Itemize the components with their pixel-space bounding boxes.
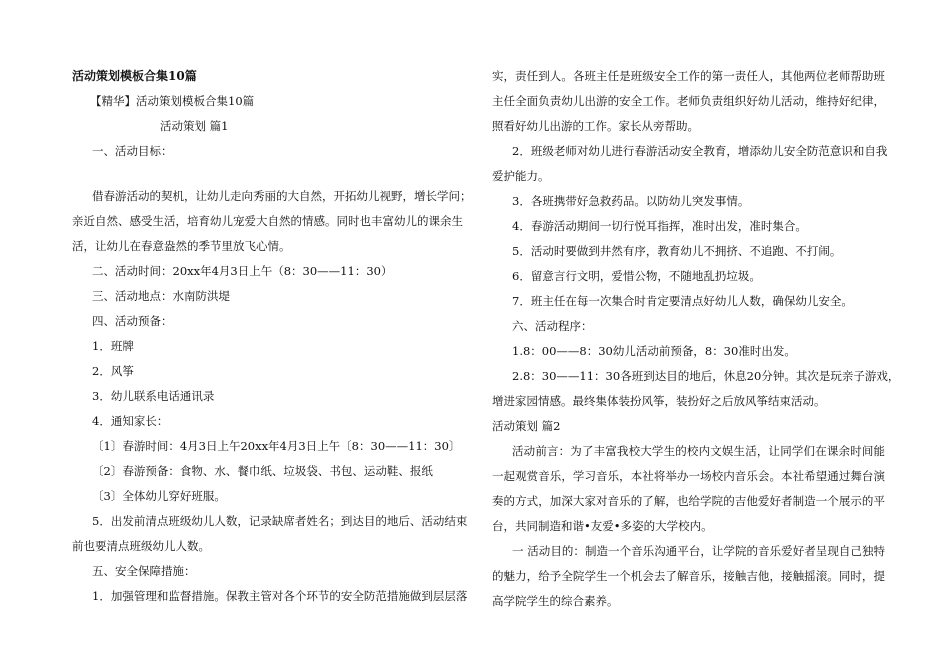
- list-item: 2．风筝: [92, 364, 134, 378]
- list-item: 4．通知家长：: [92, 414, 169, 428]
- paragraph-line: 1．加强管理和监督措施。保教主管对各个环节的安全防范措施做到层层落: [92, 589, 468, 603]
- paragraph-line: 的魅力，给予全院学生一个机会去了解音乐，接触吉他，接触摇滚。同时，提: [492, 569, 885, 583]
- paragraph-line: 二、活动时间：20xx年4月3日上午（8：30——11：30）: [92, 264, 393, 278]
- list-item: 6．留意言行文明，爱惜公物，不随地乱扔垃圾。: [512, 269, 761, 283]
- heading: 一、活动目标：: [92, 144, 173, 158]
- paragraph-line: 活动前言：为了丰富我校大学生的校内文娱生活，让同学们在课余时间能: [512, 444, 885, 458]
- paragraph-line: 台，共同制造和谐•友爱•多姿的大学校内。: [492, 519, 713, 533]
- paragraph-line: 5．出发前清点班级幼儿人数，记录缺席者姓名；到达目的地后、活动结束: [92, 514, 468, 528]
- paragraph-line: 前也要清点班级幼儿人数。: [72, 539, 210, 553]
- list-item: 5．活动时要做到井然有序，教育幼儿不拥挤、不追跑、不打闹。: [512, 244, 842, 258]
- paragraph-line: 一起观赏音乐，学习音乐，本社将举办一场校内音乐会。本社希望通过舞台演: [492, 469, 885, 483]
- paragraph-line: 奏的方式，加深大家对音乐的了解，也给学院的吉他爱好者制造一个展示的平: [492, 494, 885, 508]
- heading: 六、活动程序：: [512, 319, 593, 333]
- paragraph-line: 增进家园情感。最终集体装扮风筝，装扮好之后放风筝结束活动。: [492, 394, 826, 408]
- list-item: 7．班主任在每一次集合时肯定要清点好幼儿人数，确保幼儿安全。: [512, 294, 853, 308]
- paragraph-line: 借春游活动的契机，让幼儿走向秀丽的大自然，开拓幼儿视野，增长学问；: [92, 189, 472, 203]
- paragraph-line: 亲近自然、感受生活，培育幼儿宠爱大自然的情感。同时也丰富幼儿的课余生: [72, 214, 463, 228]
- heading: 四、活动预备：: [92, 314, 173, 328]
- paragraph-line: 2.8：30——11：30各班到达目的地后，休息20分钟。其次是玩亲子游戏，: [512, 369, 900, 383]
- heading: 五、安全保障措施：: [92, 564, 196, 578]
- section-heading: 活动策划 篇2: [492, 419, 561, 433]
- paragraph-line: 照看好幼儿出游的工作。家长从旁帮助。: [492, 119, 699, 133]
- document-title: 活动策划模板合集10篇: [72, 69, 197, 83]
- list-item: 3．幼儿联系电话通讯录: [92, 389, 215, 403]
- list-item: 3．各班携带好急救药品。以防幼儿突发事情。: [512, 194, 750, 208]
- paragraph-line: 活，让幼儿在春意盎然的季节里放飞心情。: [72, 239, 291, 253]
- list-item: 〔2〕春游预备：食物、水、餐巾纸、垃圾袋、书包、运动鞋、报纸: [92, 464, 433, 478]
- paragraph-line: 2．班级老师对幼儿进行春游活动安全教育，增添幼儿安全防范意识和自我: [512, 144, 888, 158]
- paragraph-line: 实，责任到人。各班主任是班级安全工作的第一责任人，其他两位老师帮助班: [492, 69, 885, 83]
- section-heading: 活动策划 篇1: [160, 119, 229, 133]
- list-item: 〔1〕春游时间：4月3日上午20xx年4月3日上午〔8：30——11：30〕: [92, 439, 461, 453]
- list-item: 1.8：00——8：30幼儿活动前预备，8：30准时出发。: [512, 344, 796, 358]
- list-item: 4．春游活动期间一切行悦耳指挥，准时出发，准时集合。: [512, 219, 807, 233]
- paragraph-line: 爱护能力。: [492, 169, 550, 183]
- list-item: 1．班牌: [92, 339, 134, 353]
- paragraph-line: 高学院学生的综合素养。: [492, 594, 619, 608]
- subtitle: 【精华】活动策划模板合集10篇: [90, 94, 255, 108]
- paragraph-line: 一 活动目的：制造一个音乐沟通平台，让学院的音乐爱好者呈现自己独特: [512, 544, 885, 558]
- paragraph-line: 三、活动地点：水南防洪堤: [92, 289, 230, 303]
- paragraph-line: 主任全面负责幼儿出游的安全工作。老师负责组织好幼儿活动，维持好纪律，: [492, 94, 885, 108]
- list-item: 〔3〕全体幼儿穿好班服。: [92, 489, 226, 503]
